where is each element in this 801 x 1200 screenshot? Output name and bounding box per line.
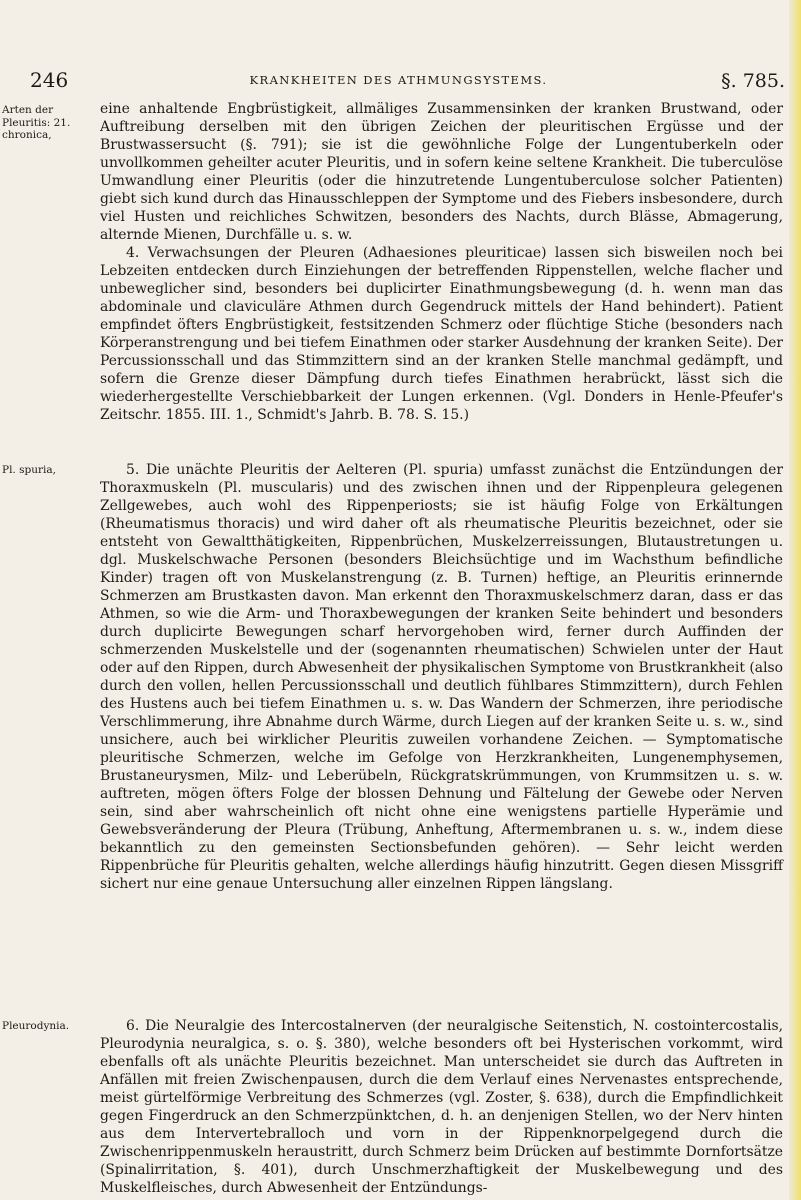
page-number: 246 bbox=[30, 68, 69, 92]
margin-note-spuria: Pl. spuria, bbox=[2, 464, 56, 476]
margin-note-chronica: Arten der Pleuritis: 21. chronica, bbox=[2, 104, 71, 142]
page-edge bbox=[789, 0, 801, 1200]
text-block-2 bbox=[100, 461, 783, 893]
text-block-3 bbox=[100, 1017, 783, 1197]
page-header bbox=[30, 68, 790, 94]
paragraph-pleuritis-spuria: 5. Die unächte Pleuritis der Aelteren (Pl. spuria) umfasst zunächst die Entzündungen der Thoraxmuskeln (Pl. muscularis) und des zwischen ihnen und der Rippenpleura gelegenen Zellgewebes, auch wohl des Rippenperiosts; sie ist häufig Folge von Erkältungen (Rheumatismus thoracis) und wird daher oft als rheumatische Pleuritis bezeichnet, oder sie entsteht von Gewaltthätigkeiten, Rippenbrüchen, Muskelzerreissungen, Blutaustretungen u. dgl. Muskelschwache Personen (besonders Bleichsüchtige und im Wachsthum befindliche Kinder) tragen oft von Muskelanstrengung (z. B. Turnen) heftige, an Pleuritis erinnernde Schmerzen am Brustkasten davon. Man erkennt den Thoraxmuskelschmerz daran, dass er das Athmen, so wie die Arm- und Thoraxbewegungen der kranken Seite behindert und besonders durch duplicirte Bewegungen scharf hervorgehoben wird, ferner durch Auffinden der schmerzenden Muskelstelle und der (sogenannten rheumatischen) Schwielen unter der Haut oder auf den Rippen, durch Abwesenheit der physikalischen Symptome von Brustkrankheit (also durch den vollen, hellen Percussionsschall und deutlich fühlbares Stimmzittern), durch Fehlen des Hustens auch bei tiefem Einathmen u. s. w. Das Wandern der Schmerzen, ihre periodische Verschlimmerung, ihre Abnahme durch Wärme, durch Liegen auf der kranken Seite u. s. w., sind unsichere, auch bei wirklicher Pleuritis zuweilen vorhandene Zeichen. — Symptomatische pleuritische Schmerzen, welche im Gefolge von Herzkrankheiten, Lungenemphysemen, Brustaneurysmen, Milz- und Leberübeln, Rückgratskrümmungen, von Krummsitzen u. s. w. auftreten, mögen öfters Folge der blossen Dehnung und Fältelung der Gewebe oder Nerven sein, sind aber wahrscheinlich oft nicht ohne eine wenigstens partielle Hyperämie und Gewebsveränderung der Pleura (Trübung, Anheftung, Aftermembranen u. s. w., indem diese bekanntlich zu den gemeinsten Sectionsbefunden gehören). — Sehr leicht werden Rippenbrüche für Pleuritis gehalten, welche allerdings häufig hinzutritt. Gegen diesen Missgriff sichert nur eine genaue Untersuchung aller einzelnen Rippen längslang. bbox=[100, 462, 783, 892]
text-block-1 bbox=[100, 100, 783, 424]
running-title: KRANKHEITEN DES ATHMUNGSYSTEMS. bbox=[249, 73, 548, 87]
paragraph-adhaesiones: 4. Verwachsungen der Pleuren (Adhaesiones pleuriticae) lassen sich bisweilen noch bei Lebzeiten entdecken durch Einziehungen der betreffenden Rippenstellen, welche flacher und unbeweglicher sind, besonders bei duplicirter Einathmungsbewegung (d. h. wenn man das abdominale und claviculäre Athmen durch Gegendruck mittels der Hand behindert). Patient empfindet öfters Engbrüstigkeit, festsitzenden Schmerz oder flüchtige Stiche (besonders nach Körperanstrengung und bei tiefem Einathmen oder starker Ausdehnung der kranken Seite). Der Percussionsschall und das Stimmzittern sind an der kranken Stelle manchmal gedämpft, und sofern die Grenze dieser Dämpfung durch tiefes Einathmen herabrückt, lässt sich die wiederhergestellte Verschiebbarkeit der Lungen erkennen. (Vgl. Donders in Henle-Pfeufer's Zeitschr. 1855. III. 1., Schmidt's Jahrb. B. 78. S. 15.) bbox=[100, 245, 783, 423]
paragraph-neuralgie: 6. Die Neuralgie des Intercostalnerven (der neuralgische Seitenstich, N. costointercostalis, Pleurodynia neuralgica, s. o. §. 380), welche besonders oft bei Hysterischen vorkommt, wird ebenfalls oft als unächte Pleuritis bezeichnet. Man unterscheidet sie durch das Auftreten in Anfällen mit freien Zwischenpausen, durch die dem Verlauf eines Nervenastes entsprechende, meist gürtelförmige Verbreitung des Schmerzes (vgl. Zoster, §. 638), durch die Empfindlichkeit gegen Fingerdruck an den Schmerzpünktchen, d. h. an denjenigen Stellen, wo der Nerv hinten aus dem Intervertebralloch und vorn in der Rippenknorpelgegend durch die Zwischenrippenmuskeln heraustritt, durch Schmerz beim Drücken auf bestimmte Dornfortsätze (Spinalirritation, §. 401), durch Unschmerzhaftigkeit der Muskelbewegung und des Muskelfleisches, durch Abwesenheit der Entzündungs- bbox=[100, 1018, 783, 1196]
paragraph-continuation: eine anhaltende Engbrüstigkeit, allmäliges Zusammensinken der kranken Brustwand, oder Auftreibung derselben mit den übrigen Zeichen der pleuritischen Ergüsse und der Brustwassersucht (§. 791); sie ist die gewöhnliche Folge der Lungentuberkeln oder unvollkommen geheilter acuter Pleuritis, und in sofern keine seltene Krankheit. Die tuberculöse Umwandlung einer Pleuritis (oder die hinzutretende Lungentuberculose solcher Patienten) giebt sich kund durch das Hinausschleppen der Symptome und des Fiebers insbesondere, durch viel Husten und reichliches Schwitzen, besonders des Nachts, durch Blässe, Abmagerung, alternde Mienen, Durchfälle u. s. w. bbox=[100, 101, 783, 243]
margin-note-pleurodynia: Pleurodynia. bbox=[2, 1020, 70, 1032]
section-number: §. 785. bbox=[721, 70, 785, 92]
